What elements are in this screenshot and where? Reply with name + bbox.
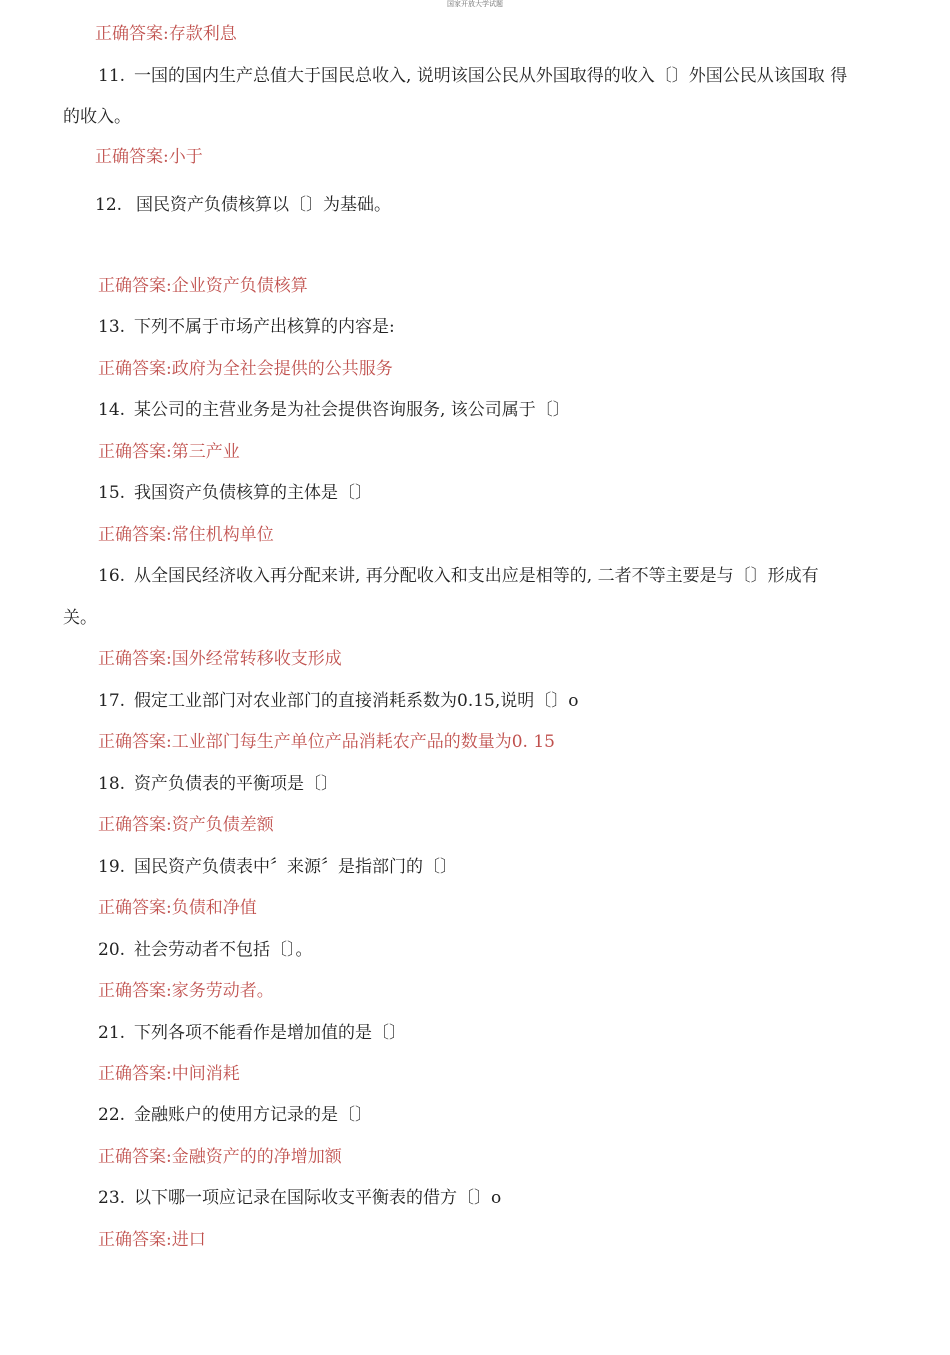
- question-line: [98, 690, 579, 712]
- question-line: [98, 939, 313, 961]
- answer-text: 工业部门每生产单位产品消耗农产品的数量为0. 15: [171, 732, 555, 752]
- answer-prefix: 正确答案:: [95, 24, 169, 44]
- answer-prefix: 正确答案:: [98, 981, 172, 1001]
- answer-line: [98, 1063, 240, 1085]
- answer-line: [98, 897, 257, 919]
- question-line: [98, 565, 819, 587]
- answer-prefix: 正确答案:: [98, 649, 172, 669]
- question-text: 金融账户的使用方记录的是〔〕: [134, 1105, 372, 1125]
- answer-text: 国外经常转移收支形成: [171, 649, 342, 669]
- question-number: 20.: [98, 940, 126, 960]
- answer-prefix: 正确答案:: [98, 276, 172, 296]
- answer-line: [95, 146, 203, 168]
- answer-prefix: 正确答案:: [98, 442, 172, 462]
- answer-text: 金融资产的的净增加额: [171, 1147, 342, 1167]
- question-text: 从全国民经济收入再分配来讲, 再分配收入和支出应是相等的, 二者不等主要是与〔〕形成有: [134, 566, 819, 586]
- question-text: 下列不属于市场产出核算的内容是:: [134, 317, 395, 337]
- question-line: [98, 1187, 501, 1209]
- question-text: 某公司的主营业务是为社会提供咨询服务, 该公司属于〔〕: [134, 400, 570, 420]
- question-text: 资产负债表的平衡项是〔〕: [134, 774, 338, 794]
- answer-prefix: 正确答案:: [98, 1064, 172, 1084]
- answer-text: 资产负债差额: [171, 815, 274, 835]
- question-number: 21.: [98, 1023, 126, 1043]
- question-number: 15.: [98, 483, 126, 503]
- question-number: 23.: [98, 1188, 126, 1208]
- answer-line: [98, 1229, 206, 1251]
- answer-prefix: 正确答案:: [98, 732, 172, 752]
- question-number: 11.: [98, 66, 126, 86]
- answer-text: 中间消耗: [171, 1064, 240, 1084]
- question-continuation: 关。: [63, 608, 97, 628]
- answer-text: 企业资产负债核算: [171, 276, 308, 296]
- answer-line: [98, 731, 555, 753]
- answer-text: 存款利息: [168, 24, 237, 44]
- question-text: 下列各项不能看作是增加值的是〔〕: [134, 1023, 406, 1043]
- question-number: 12.: [95, 195, 123, 215]
- question-number: 14.: [98, 400, 126, 420]
- question-text: 国民资产负债核算以〔〕为基础。: [136, 195, 391, 215]
- question-number: 16.: [98, 566, 126, 586]
- answer-line: [98, 275, 308, 297]
- question-number: 22.: [98, 1105, 126, 1125]
- question-line: [95, 194, 391, 216]
- answer-prefix: 正确答案:: [98, 815, 172, 835]
- question-line: [98, 856, 457, 878]
- answer-text: 家务劳动者。: [171, 981, 274, 1001]
- answer-line: [98, 524, 274, 546]
- answer-prefix: 正确答案:: [98, 898, 172, 918]
- question-text: 国民资产负债表中〞来源〞是指部门的〔〕: [134, 857, 457, 877]
- answer-line: [98, 814, 274, 836]
- question-number: 18.: [98, 774, 126, 794]
- question-line: [98, 482, 372, 504]
- question-text: 以下哪一项应记录在国际收支平衡表的借方〔〕o: [134, 1188, 502, 1208]
- question-continuation: 的收入。: [63, 107, 131, 127]
- answer-line: [98, 441, 240, 463]
- question-number: 19.: [98, 857, 126, 877]
- question-line: [98, 773, 338, 795]
- answer-text: 第三产业: [171, 442, 240, 462]
- question-text: 我国资产负债核算的主体是〔〕: [134, 483, 372, 503]
- answer-prefix: 正确答案:: [98, 525, 172, 545]
- page-header: 国家开放大学试题: [447, 0, 503, 8]
- answer-text: 小于: [168, 147, 203, 167]
- answer-line: [98, 980, 274, 1002]
- question-number: 13.: [98, 317, 126, 337]
- answer-prefix: 正确答案:: [98, 1147, 172, 1167]
- answer-line: [98, 648, 342, 670]
- question-text: 一国的国内生产总值大于国民总收入, 说明该国公民从外国取得的收入〔〕外国公民从该国取 得: [134, 66, 848, 86]
- question-text: 社会劳动者不包括〔〕。: [134, 940, 313, 960]
- answer-prefix: 正确答案:: [95, 147, 169, 167]
- answer-line: [95, 23, 237, 45]
- answer-line: [98, 358, 393, 380]
- answer-text: 政府为全社会提供的公共服务: [171, 359, 393, 379]
- question-line: [98, 1104, 372, 1126]
- answer-text: 负债和净值: [171, 898, 257, 918]
- question-text: 假定工业部门对农业部门的直接消耗系数为0.15,说明〔〕o: [134, 691, 579, 711]
- question-number: 17.: [98, 691, 126, 711]
- answer-prefix: 正确答案:: [98, 1230, 172, 1250]
- answer-text: 常住机构单位: [171, 525, 274, 545]
- answer-line: [98, 1146, 342, 1168]
- question-line: [98, 316, 395, 338]
- answer-text: 进口: [171, 1230, 206, 1250]
- question-line: [98, 65, 847, 87]
- question-line: [98, 1022, 406, 1044]
- question-line: [98, 399, 570, 421]
- answer-prefix: 正确答案:: [98, 359, 172, 379]
